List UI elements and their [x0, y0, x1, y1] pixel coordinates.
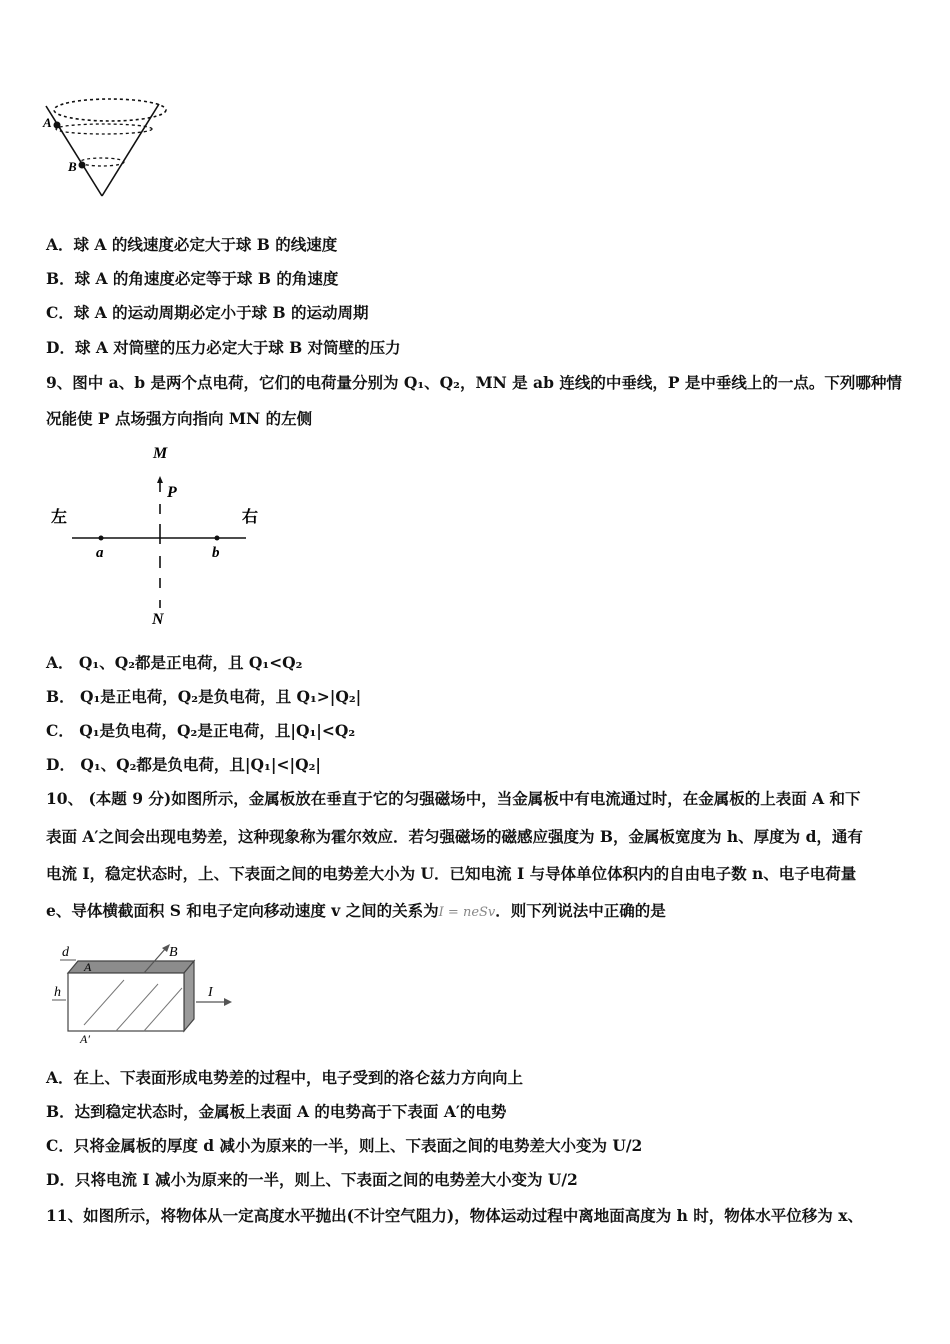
label-p: P	[167, 484, 177, 501]
q11-stem-line1: 11、如图所示，将物体从一定高度水平抛出(不计空气阻力)，物体运动过程中离地面高度为 h 时，物体水平位移为 x、	[46, 1206, 863, 1225]
q10-stem-line4-pre: e、导体横截面积 S 和电子定向移动速度 v 之间的关系为	[46, 901, 439, 920]
q10-option-c: C．只将金属板的厚度 d 减小为原来的一半，则上、下表面之间的电势差大小变为 U/2	[46, 1136, 643, 1155]
label-n: N	[152, 611, 164, 628]
charge-b	[215, 536, 220, 541]
label-a-top: A	[84, 960, 92, 974]
current-arrowhead	[224, 998, 232, 1006]
ball-a	[54, 122, 61, 129]
ball-b	[79, 162, 86, 169]
label-b: B	[169, 945, 178, 960]
label-left: 左	[51, 509, 68, 526]
formula-image: I = neSv	[438, 905, 496, 920]
charge-a	[99, 536, 104, 541]
label-i: I	[208, 985, 213, 1000]
q10-stem-line1: 10、 (本题 9 分)如图所示，金属板放在垂直于它的匀强磁场中，当金属板中有电流通过时，在金属板的上表面 A 和下	[46, 789, 861, 808]
plate-front-face	[68, 973, 184, 1031]
label-d: d	[62, 945, 69, 960]
label-a-prime: A′	[80, 1032, 90, 1046]
orbit-b	[80, 158, 124, 166]
label-m: M	[153, 445, 168, 462]
q8-option-a: A．球 A 的线速度必定大于球 B 的线速度	[46, 235, 338, 254]
label-ball-a: A	[43, 115, 52, 130]
label-h: h	[54, 985, 61, 1000]
q8-option-d: D．球 A 对筒壁的压力必定大于球 B 对筒壁的压力	[46, 338, 401, 357]
cone-left-edge	[46, 106, 102, 196]
label-a: a	[96, 545, 104, 561]
q8-option-b: B．球 A 的角速度必定等于球 B 的角速度	[46, 269, 339, 288]
bisector-arrowhead	[157, 476, 163, 483]
hall-plate-figure	[46, 940, 246, 1050]
orbit-a	[56, 124, 152, 134]
q10-stem-line3: 电流 I，稳定状态时，上、下表面之间的电势差大小为 U．已知电流 I 与导体单位体积内的自由电子数 n、电子电荷量	[46, 864, 857, 883]
q10-stem-line4	[46, 901, 666, 923]
q10-option-b: B．达到稳定状态时，金属板上表面 A 的电势高于下表面 A′的电势	[46, 1102, 507, 1121]
charges-figure	[46, 440, 276, 630]
q10-stem-line4-post: ．则下列说法中正确的是	[495, 901, 666, 920]
q9-option-c: C． Q₁是负电荷，Q₂是正电荷，且|Q₁|<Q₂	[46, 721, 356, 740]
cone-rim-ellipse	[54, 99, 166, 121]
cone-figure	[38, 92, 168, 204]
q9-stem-line1: 9、图中 a、b 是两个点电荷，它们的电荷量分别为 Q₁、Q₂，MN 是 ab 连线的中垂线，P 是中垂线上的一点。下列哪种情	[46, 373, 902, 392]
q9-option-d: D． Q₁、Q₂都是负电荷，且|Q₁|<|Q₂|	[46, 755, 322, 774]
q9-option-b: B． Q₁是正电荷，Q₂是负电荷，且 Q₁>|Q₂|	[46, 687, 362, 706]
q8-option-c: C．球 A 的运动周期必定小于球 B 的运动周期	[46, 303, 369, 322]
q10-option-a: A．在上、下表面形成电势差的过程中，电子受到的洛仑兹力方向向上	[46, 1068, 524, 1087]
cone-right-edge	[102, 104, 159, 196]
label-b: b	[212, 545, 220, 561]
label-right: 右	[242, 509, 259, 526]
q9-stem-line2: 况能使 P 点场强方向指向 MN 的左侧	[46, 409, 313, 428]
label-ball-b: B	[68, 159, 77, 174]
plate-side-face	[184, 961, 194, 1031]
q10-option-d: D．只将电流 I 减小为原来的一半，则上、下表面之间的电势差大小变为 U/2	[46, 1170, 578, 1189]
q9-option-a: A． Q₁、Q₂都是正电荷，且 Q₁<Q₂	[46, 653, 303, 672]
q10-stem-line2: 表面 A′之间会出现电势差，这种现象称为霍尔效应．若匀强磁场的磁感应强度为 B，金属板宽度为 h、厚度为 d，通有	[46, 827, 863, 846]
